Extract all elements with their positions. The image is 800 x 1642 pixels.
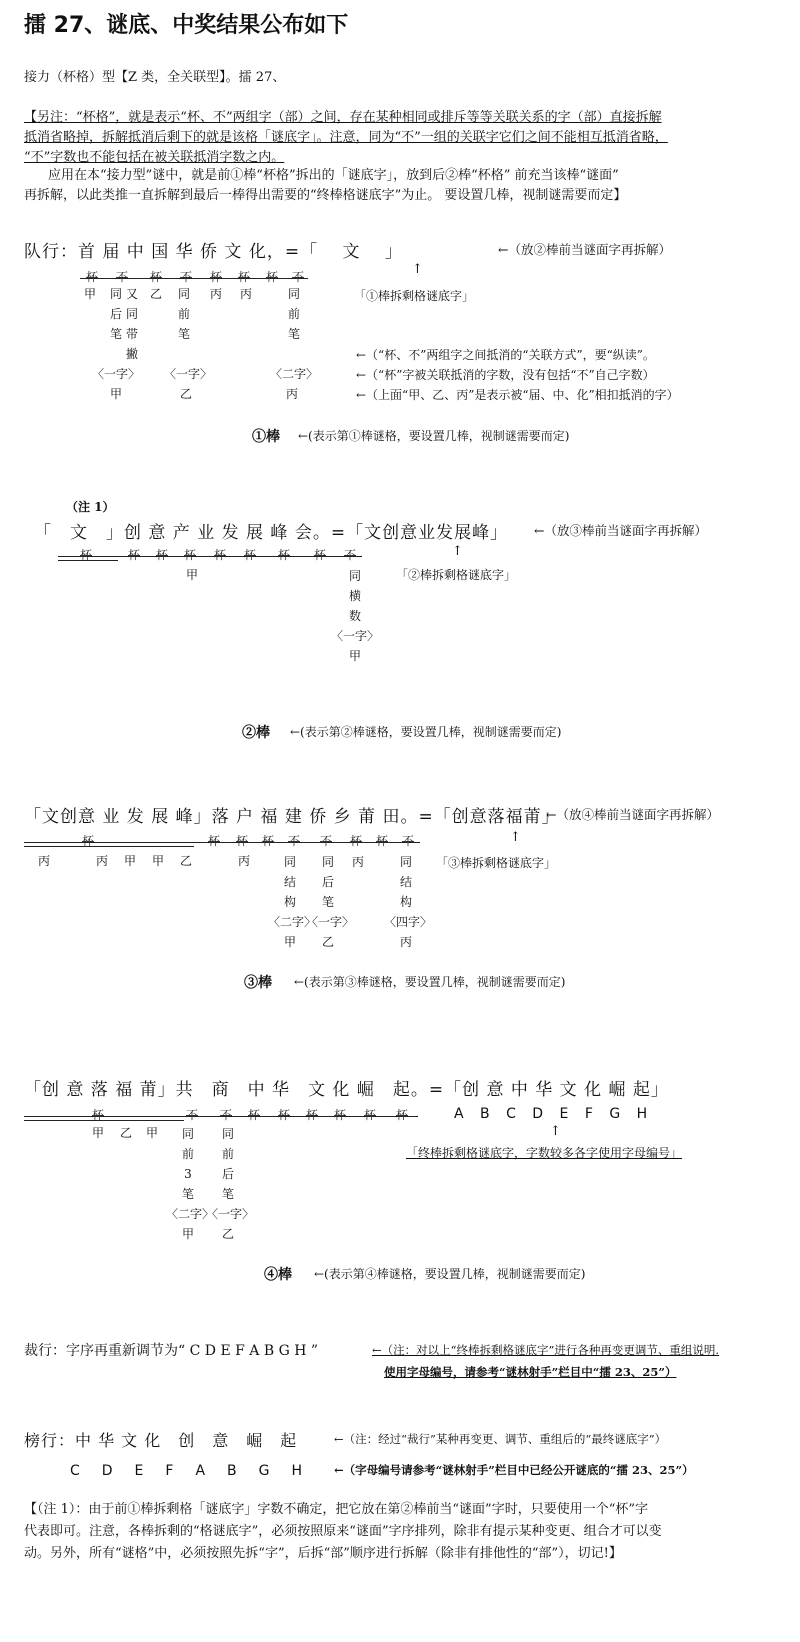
s3-header: 「文创意 业 发 展 峰」落 户 福 建 侨 乡 莆 田。=「创意落福莆」 [24,807,560,827]
type-line: 接力（杯格）型【Z 类，全关联型】。擂 27、 [24,70,286,85]
s2-mark: 杯 [80,548,93,562]
s3-col: 丙 [351,855,364,869]
s3-letter: 甲 [124,854,137,868]
note-paragraph-line: 应用在本“接力型”谜中，就是前①棒“杯格”拆出的「谜底字」，放到后②棒“杯格” 前充当该棒“谜面” [48,168,619,183]
footnote-line: 动。另外，所有“谜格”中，必须按照先拆“字”，后拆“部”顺序进行拆解（除非有排他性的“部”），切记!】 [24,1546,622,1561]
s1-col: 丙 [239,287,252,301]
s2-header: 「 文 」创 意 产 业 发 展 峰 会。=「文创意业发展峰」 [34,523,509,543]
s3-baton-note: ←(表示第③棒谜格，要设置几棒，视制谜需要而定) [294,975,566,989]
s2-mark: 杯 [244,548,257,562]
s1-mark: 不 [180,270,193,284]
s1-col: 甲 [83,287,96,301]
s4-mark: 杯 [92,1108,105,1122]
cai-line: 裁行：字序再重新调节为“ C D E F A B G H ” [24,1343,319,1359]
s3-letter: 甲 [152,854,165,868]
note-paragraph-line: 再拆解，以此类推一直拆解到最后一棒得出需要的“终棒格谜底字”为止。 要设置几棒，视制谜需要而定】 [24,188,627,203]
s2-mark: 杯 [184,548,197,562]
s1-count: 〈一字〉 [164,367,213,381]
s2-baton-note: ←(表示第②棒谜格，要设置几棒，视制谜需要而定) [290,725,562,739]
note-paragraph-line: 抵消省略掉，拆解抵消后剩下的就是该格「谜底字」。注意，同为“不”一组的关联字它们之间不能相互抵消省略， [24,130,668,145]
s4-mark: 杯 [278,1108,291,1122]
s3-mark: 杯 [82,834,95,848]
s4-header: 「创 意 落 福 莆」共 商 中 华 文 化 崛 起。=「创 意 中 华 文 化 崛 起」 [24,1080,669,1100]
bang-letters-note: ←（字母编号请参考“谜林射手”栏目中已经公开谜底的“擂 23、25”） [334,1463,694,1477]
page-title: 擂 27、谜底、中奖结果公布如下 [24,13,349,38]
s1-count: 〈一字〉 [92,367,141,381]
s1-side-note: ←（“杯、不”两组字之间抵消的“关联方式”，要“纵读”。 [356,348,655,362]
bang-note: ←（注：经过“裁行”某种再变更、调节、重组后的“最终谜底字”） [334,1432,667,1446]
s1-col: 乙 [149,287,162,301]
s3-mark: 不 [320,834,333,848]
s1-mark: 杯 [238,270,251,284]
s4-mark: 杯 [248,1108,261,1122]
s1-col: 同 后 笔 [109,287,122,341]
s2-mark: 杯 [314,548,327,562]
s4-mark: 杯 [396,1108,409,1122]
s3-letter: 丙 [96,854,109,868]
s3-arrow-note: ←（放④棒前当谜面字再拆解） [546,807,719,822]
up-arrow-icon: ↑ [510,830,521,845]
up-arrow-icon: ↑ [550,1124,561,1139]
s3-strike-rule [24,846,194,847]
s2-result-label: 「②棒拆剩格谜底字」 [396,568,517,582]
s4-mark: 杯 [364,1108,377,1122]
s4-letter: 乙 [120,1126,133,1140]
s3-mark: 不 [288,834,301,848]
s3-mark: 杯 [236,834,249,848]
s3-letter: 乙 [180,854,193,868]
s3-col: 同 结 构 〈四字〉 丙 [384,855,433,949]
s4-baton-label: ④棒 [264,1267,292,1283]
s1-baton-label: ①棒 [252,429,280,445]
s4-col: 同 前 3 笔 〈二字〉 甲 [166,1127,215,1241]
s1-side-note: ←（上面“甲、乙、丙”是表示被“届、中、化”相扣抵消的字） [356,388,679,402]
s3-baton-label: ③棒 [244,975,272,991]
s4-mark: 杯 [334,1108,347,1122]
s1-mark: 杯 [86,270,99,284]
s4-baton-note: ←(表示第④棒谜格，要设置几棒，视制谜需要而定) [314,1267,586,1281]
s1-side-note: ←（“杯”字被关联抵消的字数，没有包括“不”自己字数） [356,368,655,382]
cai-note: 使用字母编号，请参考“谜林射手”栏目中“擂 23、25”） [384,1365,677,1379]
s3-mark: 杯 [350,834,363,848]
s4-result-label: 「终棒拆剩格谜底字，字数较多各字使用字母编号」 [406,1146,683,1160]
s3-mark: 杯 [262,834,275,848]
s1-letter: 甲 [110,387,123,401]
bang-letters: C D E F A B G H [70,1463,307,1479]
bang-line: 榜行：中 华 文 化 创 意 崛 起 [24,1431,298,1450]
s2-arrow-note: ←（放③棒前当谜面字再拆解） [534,523,707,538]
s1-mark: 杯 [266,270,279,284]
s4-letter: 甲 [146,1126,159,1140]
s2-note-tag: （注 1） [66,500,115,514]
s1-mark: 不 [292,270,305,284]
s2-mark: 不 [344,548,357,562]
s3-mark: 不 [402,834,415,848]
s3-letter: 丙 [38,854,51,868]
note-paragraph-line: “不”字数也不能包括在被关联抵消字数之内。 [24,150,285,165]
s3-col: 同 结 构 〈二字〉 甲 [268,855,317,949]
s3-result-label: 「③棒拆剩格谜底字」 [436,856,557,870]
footnote-line: 代表即可。注意，各棒拆剩的“格谜底字”，必须按照原来“谜面”字序排列，除非有提示某种变更、组合才可以变 [24,1524,662,1539]
s4-mark: 不 [220,1108,233,1122]
s1-arrow-note: ←（放②棒前当谜面字再拆解） [498,242,671,257]
s1-result-label: 「①棒拆剩格谜底字」 [354,289,475,303]
s4-mark: 不 [186,1108,199,1122]
s3-col: 同 后 笔 〈一字〉 乙 [306,855,355,949]
s3-letter: 丙 [238,854,251,868]
s4-letter: 甲 [92,1126,105,1140]
s4-letters-line: A B C D E F G H [454,1106,654,1122]
s1-col: 同 前 笔 [177,287,190,341]
up-arrow-icon: ↑ [412,262,423,277]
s1-mark: 杯 [210,270,223,284]
s2-col: 同 横 数 〈一字〉 甲 [330,569,379,663]
s4-mark: 杯 [306,1108,319,1122]
s1-count: 〈二字〉 [270,367,319,381]
s1-mark: 杯 [150,270,163,284]
s4-col: 同 前 后 笔 〈一字〉 乙 [206,1127,255,1241]
s2-baton-label: ②棒 [242,725,270,741]
s2-mark: 杯 [156,548,169,562]
s1-mark: 不 [116,270,129,284]
s3-mark: 杯 [208,834,221,848]
footnote-line: 【（注 1）：由于前①棒拆剩格「谜底字」字数不确定，把它放在第②棒前当“谜面”字时，只要使用一个“杯”字 [24,1502,648,1517]
s2-mark: 杯 [278,548,291,562]
s2-jia: 甲 [186,568,199,582]
up-arrow-icon: ↑ [452,544,463,559]
s1-col: 同 前 笔 [287,287,300,341]
note-paragraph-line: 【另注：“杯格”，就是表示“杯、不”两组字（部）之间，存在某种相同或排斥等等关联关系的字（部）直接拆解 [24,110,662,125]
s2-mark: 杯 [214,548,227,562]
s1-letter: 丙 [286,387,299,401]
s1-header: 队行：首 届 中 国 华 侨 文 化，=「 文 」 [24,242,403,262]
s1-letter: 乙 [180,387,193,401]
s2-mark: 杯 [128,548,141,562]
s1-baton-note: ←(表示第①棒谜格，要设置几棒，视制谜需要而定) [298,429,570,443]
s1-col: 又 同 带 撇 [125,287,138,361]
cai-note: ←（注：对以上“终棒拆剩格谜底字”进行各种再变更调节、重组说明. [372,1343,720,1357]
s3-mark: 杯 [376,834,389,848]
s1-col: 丙 [209,287,222,301]
